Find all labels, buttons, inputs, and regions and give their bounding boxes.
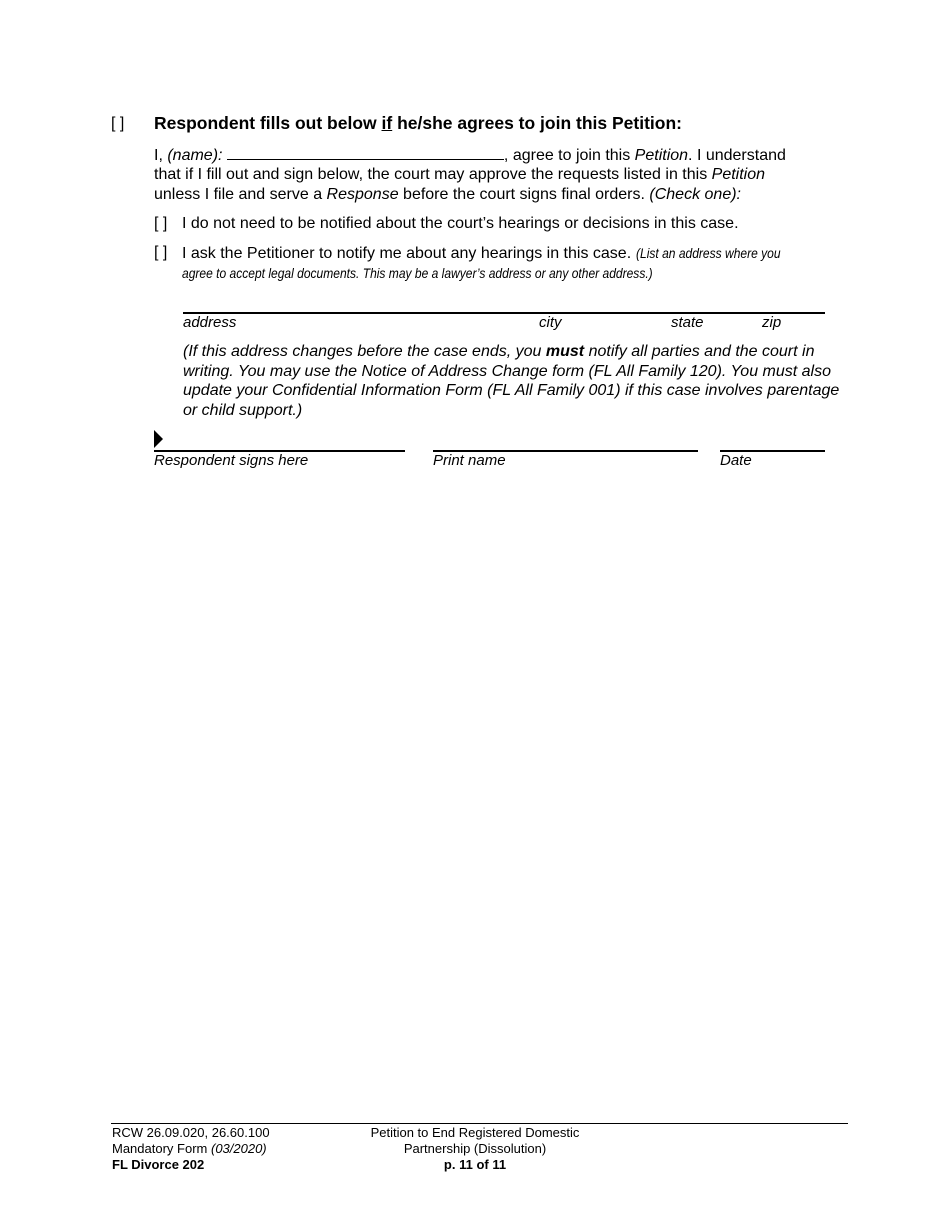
intro-petition-1: Petition <box>634 147 689 164</box>
section-heading <box>154 112 682 134</box>
option-2-checkbox[interactable]: [ ] <box>154 244 168 261</box>
section-checkbox[interactable]: [ ] <box>111 115 125 132</box>
option-1-checkbox[interactable]: [ ] <box>154 215 168 232</box>
intro-line-3 <box>154 185 741 205</box>
intro-line-2 <box>154 165 765 185</box>
address-label: address <box>183 314 237 331</box>
intro-line-1 <box>154 145 786 166</box>
footer-mandatory-date: (03/2020) <box>210 1141 267 1156</box>
footer-title-1: Petition to End Registered Domestic <box>370 1125 580 1140</box>
intro-line2-start: that if I fill out and sign below, the court may approve the requests listed in this <box>154 166 712 183</box>
footer-form-id: FL Divorce 202 <box>112 1157 205 1172</box>
footer-page-number: p. 11 of 11 <box>443 1157 507 1172</box>
option-2-note-2-wrap <box>182 263 729 284</box>
intro-petition-2: Petition <box>711 166 766 183</box>
note-pre: (If this address changes before the case ends, you <box>183 343 546 360</box>
option-2-note-2: agree to accept legal documents. This may be a lawyer’s address or any other address.) <box>182 265 653 281</box>
date-label: Date <box>720 452 752 469</box>
name-label: (name): <box>167 147 223 164</box>
intro-response: Response <box>326 186 399 203</box>
intro-line1-end: . I understand <box>688 147 786 164</box>
address-line[interactable] <box>183 312 825 314</box>
intro-line3-start: unless I file and serve a <box>154 186 327 203</box>
heading-if: if <box>381 113 393 133</box>
option-2-text <box>182 243 804 264</box>
option-2-main: I ask the Petitioner to notify me about any hearings in this case. <box>182 245 636 262</box>
footer-mandatory-pre: Mandatory Form <box>112 1141 211 1156</box>
print-name-label: Print name <box>433 452 506 469</box>
respondent-signs-label: Respondent signs here <box>154 452 309 469</box>
intro-i: I, <box>154 147 168 164</box>
footer-divider <box>111 1123 848 1124</box>
footer-rcw: RCW 26.09.020, 26.60.100 <box>112 1125 270 1140</box>
address-change-note <box>183 342 845 420</box>
city-label: city <box>539 314 562 331</box>
intro-line3-mid: before the court signs final orders. <box>398 186 650 203</box>
note-must: must <box>545 343 585 360</box>
option-2-note-1: (List an address where you <box>635 245 781 261</box>
heading-pre: Respondent fills out below <box>154 113 382 133</box>
footer-mandatory <box>112 1141 267 1157</box>
sign-here-arrow-icon <box>154 430 163 448</box>
intro-after-name: , agree to join this <box>503 147 635 164</box>
name-field[interactable] <box>227 145 504 160</box>
zip-label: zip <box>762 314 782 331</box>
heading-post: he/she agrees to join this Petition: <box>392 113 682 133</box>
state-label: state <box>671 314 704 331</box>
check-one-label: (Check one): <box>649 186 741 203</box>
footer-title-2: Partnership (Dissolution) <box>403 1141 547 1156</box>
option-1-text: I do not need to be notified about the court’s hearings or decisions in this case. <box>182 215 739 232</box>
note-post: notify all parties and the court in writing. You may use the Notice of Address Change form (FL All Family 120). You must also update your Confidential Information Form (FL All Family 001) if this case involves parentage or child support.) <box>183 343 840 419</box>
